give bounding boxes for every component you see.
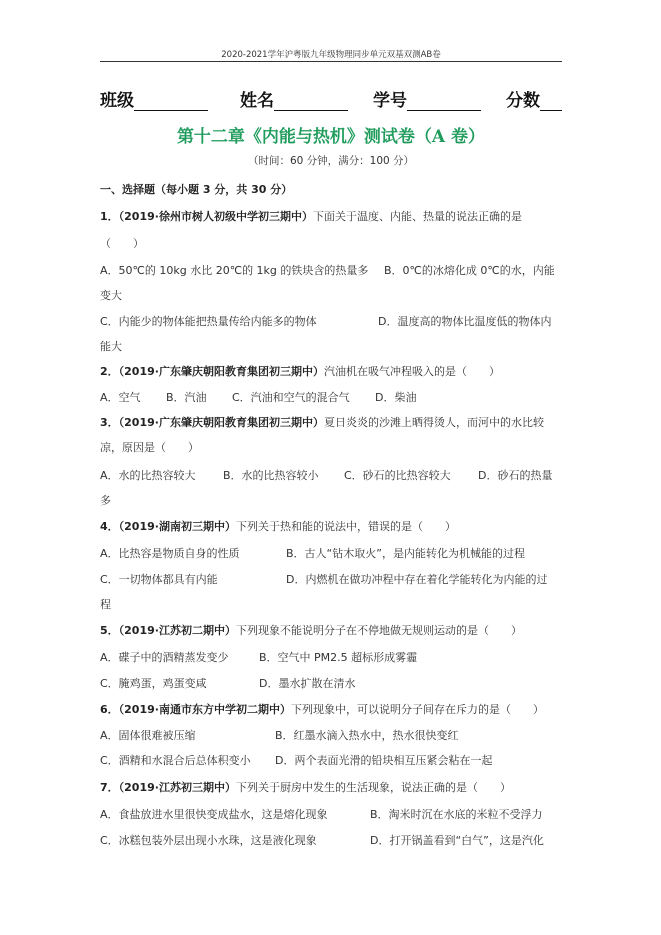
question-1-option-a: A．50℃的 10kg 水比 20℃的 1kg 的铁块含的热量多 bbox=[100, 264, 369, 277]
id-field bbox=[373, 86, 481, 111]
question-source: （2019·江苏初二期中） bbox=[118, 624, 236, 637]
question-4-option-a: A．比热容是物质自身的性质 bbox=[100, 547, 240, 560]
question-number: 2． bbox=[100, 365, 119, 378]
question-text: 下列关于厨房中发生的生活现象，说法正确的是（ ） bbox=[235, 781, 511, 794]
question-2-option-c: C．汽油和空气的混合气 bbox=[232, 391, 350, 404]
question-2-stem bbox=[100, 363, 500, 379]
question-7-option-a: A．食盐放进水里很快变成盐水，这是熔化现象 bbox=[100, 808, 328, 821]
question-5-stem bbox=[100, 622, 522, 638]
question-3-stem bbox=[100, 414, 544, 430]
question-number: 6． bbox=[100, 703, 119, 716]
question-3-option-d: D．砂石的热量 bbox=[478, 469, 553, 482]
question-7-option-b: B．淘米时沉在水底的米粒不受浮力 bbox=[370, 808, 543, 821]
question-3-stem-cont: 凉，原因是（ ） bbox=[100, 441, 199, 454]
class-field bbox=[100, 86, 208, 111]
question-1-option-d: D．温度高的物体比温度低的物体内 bbox=[378, 315, 552, 328]
question-4-option-d: D．内燃机在做功冲程中存在着化学能转化为内能的过 bbox=[286, 573, 548, 586]
question-number: 3． bbox=[100, 416, 119, 429]
exam-title: 第十二章《内能与热机》测试卷（A 卷） bbox=[176, 127, 486, 147]
score-field bbox=[506, 86, 562, 111]
question-number: 5． bbox=[100, 624, 119, 637]
name-label: 姓名 bbox=[240, 91, 274, 111]
page-header: 2020-2021学年沪粤版九年级物理同步单元双基双测AB卷 bbox=[221, 50, 441, 60]
question-3-option-a: A．水的比热容较大 bbox=[100, 469, 196, 482]
student-info-row bbox=[100, 86, 562, 110]
name-field bbox=[240, 86, 348, 111]
question-4-stem bbox=[100, 518, 456, 534]
question-6-option-d: D．两个表面光滑的铅块相互压紧会粘在一起 bbox=[275, 754, 493, 767]
question-1-stem bbox=[100, 208, 522, 224]
class-label: 班级 bbox=[100, 91, 134, 111]
question-5-option-b: B．空气中 PM2.5 超标形成雾霾 bbox=[259, 651, 418, 664]
question-6-stem bbox=[100, 701, 544, 717]
question-2-option-b: B．汽油 bbox=[166, 391, 207, 404]
score-label: 分数 bbox=[506, 91, 540, 111]
question-text: 夏日炎炎的沙滩上晒得烫人，而河中的水比较 bbox=[323, 416, 544, 429]
question-text: 下列关于热和能的说法中，错误的是（ ） bbox=[235, 520, 456, 533]
score-blank bbox=[540, 93, 562, 111]
question-source: （2019·湖南初三期中） bbox=[118, 520, 236, 533]
question-text: 汽油机在吸气冲程吸入的是（ ） bbox=[323, 365, 500, 378]
question-number: 7． bbox=[100, 781, 119, 794]
question-text: 下列现象中，可以说明分子间存在斥力的是（ ） bbox=[290, 703, 544, 716]
question-5-option-a: A．碟子中的酒精蒸发变少 bbox=[100, 651, 229, 664]
question-1-option-b: B．0℃的冰熔化成 0℃的水，内能 bbox=[384, 264, 555, 277]
header-rule bbox=[100, 61, 562, 62]
question-text: 下列现象不能说明分子在不停地做无规则运动的是（ ） bbox=[235, 624, 522, 637]
section-heading: 一、选择题（每小题 3 分，共 30 分） bbox=[100, 183, 293, 196]
question-3-option-d-cont: 多 bbox=[100, 494, 111, 507]
question-3-option-b: B．水的比热容较小 bbox=[223, 469, 319, 482]
question-2-option-a: A．空气 bbox=[100, 391, 141, 404]
question-3-option-c: C．砂石的比热容较大 bbox=[344, 469, 451, 482]
question-1-option-c: C．内能少的物体能把热量传给内能多的物体 bbox=[100, 315, 317, 328]
question-1-option-b-cont: 变大 bbox=[100, 289, 122, 302]
question-1-option-d-cont: 能大 bbox=[100, 340, 122, 353]
question-number: 1． bbox=[100, 210, 119, 223]
question-1-bracket: （ ） bbox=[100, 237, 144, 250]
question-5-option-c: C．腌鸡蛋，鸡蛋变咸 bbox=[100, 677, 207, 690]
question-2-option-d: D．柴油 bbox=[375, 391, 417, 404]
question-4-option-c: C．一切物体都具有内能 bbox=[100, 573, 218, 586]
name-blank bbox=[274, 93, 348, 111]
question-6-option-b: B．红墨水滴入热水中，热水很快变红 bbox=[275, 729, 459, 742]
question-7-option-c: C．冰糕包装外层出现小水珠，这是液化现象 bbox=[100, 834, 317, 847]
question-7-option-d: D．打开锅盖看到“白气”，这是汽化 bbox=[370, 834, 544, 847]
question-source: （2019·江苏初三期中） bbox=[118, 781, 236, 794]
question-source: （2019·徐州市树人初级中学初三期中） bbox=[118, 210, 313, 223]
question-6-option-c: C．酒精和水混合后总体积变小 bbox=[100, 754, 251, 767]
question-7-stem bbox=[100, 779, 511, 795]
question-6-option-a: A．固体很难被压缩 bbox=[100, 729, 196, 742]
id-blank bbox=[407, 93, 481, 111]
question-source: （2019·南通市东方中学初二期中） bbox=[118, 703, 291, 716]
id-label: 学号 bbox=[373, 91, 407, 111]
question-source: （2019·广东肇庆朝阳教育集团初三期中） bbox=[118, 365, 324, 378]
question-5-option-d: D．墨水扩散在清水 bbox=[259, 677, 356, 690]
question-4-option-d-cont: 程 bbox=[100, 598, 111, 611]
question-4-option-b: B．古人“钻木取火”，是内能转化为机械能的过程 bbox=[286, 547, 525, 560]
question-source: （2019·广东肇庆朝阳教育集团初三期中） bbox=[118, 416, 324, 429]
class-blank bbox=[134, 93, 208, 111]
exam-subtitle: （时间：60 分钟，满分：100 分） bbox=[247, 155, 415, 167]
question-number: 4． bbox=[100, 520, 119, 533]
question-text: 下面关于温度、内能、热量的说法正确的是 bbox=[312, 210, 522, 223]
